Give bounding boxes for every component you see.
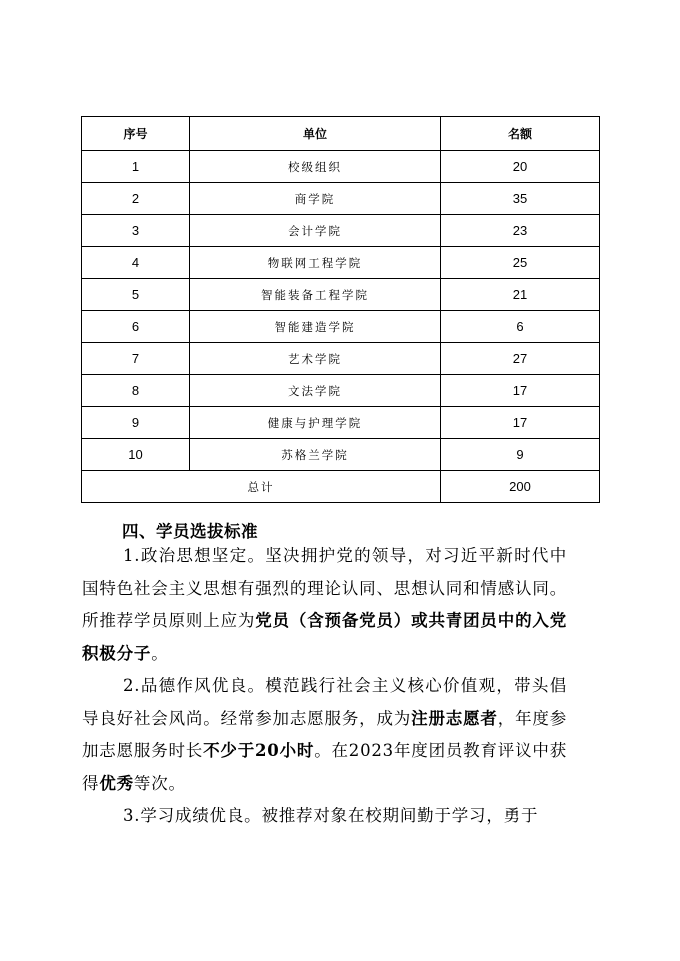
- row-quota: 17: [441, 407, 600, 439]
- row-quota: 35: [441, 183, 600, 215]
- criterion-political-text: 1.政治思想坚定。坚决拥护党的领导，对习近平新时代中国特色社会主义思想有强烈的理论认同、思想认同和情感认同。所推荐学员原则上应为: [82, 546, 567, 630]
- total-value: 200: [441, 471, 600, 503]
- table-row: [82, 407, 600, 439]
- criterion-conduct-hours: 不少于20小时: [203, 741, 315, 760]
- row-quota: 25: [441, 247, 600, 279]
- row-number: 3: [82, 215, 190, 247]
- row-quota: 9: [441, 439, 600, 471]
- row-quota: 23: [441, 215, 600, 247]
- row-quota: 27: [441, 343, 600, 375]
- table-header-row: [82, 117, 600, 151]
- row-unit: 智能建造学院: [190, 311, 441, 343]
- table-row: [82, 311, 600, 343]
- total-label: 总计: [82, 471, 441, 503]
- row-quota: 6: [441, 311, 600, 343]
- row-unit: 健康与护理学院: [190, 407, 441, 439]
- criterion-conduct: [82, 670, 567, 800]
- header-unit: 单位: [190, 117, 441, 151]
- criterion-political-end: 。: [151, 643, 169, 663]
- header-number: 序号: [82, 117, 190, 151]
- row-number: 4: [82, 247, 190, 279]
- table-row: [82, 183, 600, 215]
- table-row: [82, 247, 600, 279]
- row-unit: 商学院: [190, 183, 441, 215]
- section-heading: 四、学员选拔标准: [122, 522, 258, 541]
- criterion-academic: [82, 800, 567, 833]
- row-unit: 苏格兰学院: [190, 439, 441, 471]
- header-quota: 名额: [441, 117, 600, 151]
- row-unit: 艺术学院: [190, 343, 441, 375]
- criterion-conduct-end: 等次。: [133, 773, 186, 793]
- table-row: [82, 151, 600, 183]
- row-quota: 20: [441, 151, 600, 183]
- criterion-conduct-text: 2.品德作风优良。模范践行社会主义核心价值观，带头倡导良好社会风尚。经常参加志愿服务，成为: [82, 676, 567, 728]
- table-row: [82, 343, 600, 375]
- table-row: [82, 439, 600, 471]
- criterion-conduct-text2: ，年度参加志愿服务时长: [82, 708, 568, 760]
- row-quota: 21: [441, 279, 600, 311]
- table-row: [82, 375, 600, 407]
- criterion-conduct-volunteer: 注册志愿者: [411, 708, 498, 728]
- row-number: 1: [82, 151, 190, 183]
- row-number: 9: [82, 407, 190, 439]
- row-unit: 物联网工程学院: [190, 247, 441, 279]
- row-unit: 会计学院: [190, 215, 441, 247]
- criterion-political: [82, 540, 567, 670]
- row-unit: 智能装备工程学院: [190, 279, 441, 311]
- row-number: 8: [82, 375, 190, 407]
- row-number: 7: [82, 343, 190, 375]
- row-unit: 校级组织: [190, 151, 441, 183]
- criterion-political-emphasis: 党员（含预备党员）或共青团员中的入党积极分子: [82, 611, 568, 663]
- row-number: 2: [82, 183, 190, 215]
- table-row: [82, 279, 600, 311]
- row-unit: 文法学院: [190, 375, 441, 407]
- table-row: [82, 215, 600, 247]
- table-total-row: [82, 471, 600, 503]
- criterion-academic-text: 3.学习成绩优良。被推荐对象在校期间勤于学习，勇于: [123, 806, 539, 825]
- row-number: 5: [82, 279, 190, 311]
- criterion-conduct-text3: 。在2023年度团员教育评议中获得: [82, 741, 567, 793]
- quota-table: [81, 116, 600, 503]
- row-number: 10: [82, 439, 190, 471]
- row-number: 6: [82, 311, 190, 343]
- criterion-conduct-rating: 优秀: [99, 773, 134, 793]
- row-quota: 17: [441, 375, 600, 407]
